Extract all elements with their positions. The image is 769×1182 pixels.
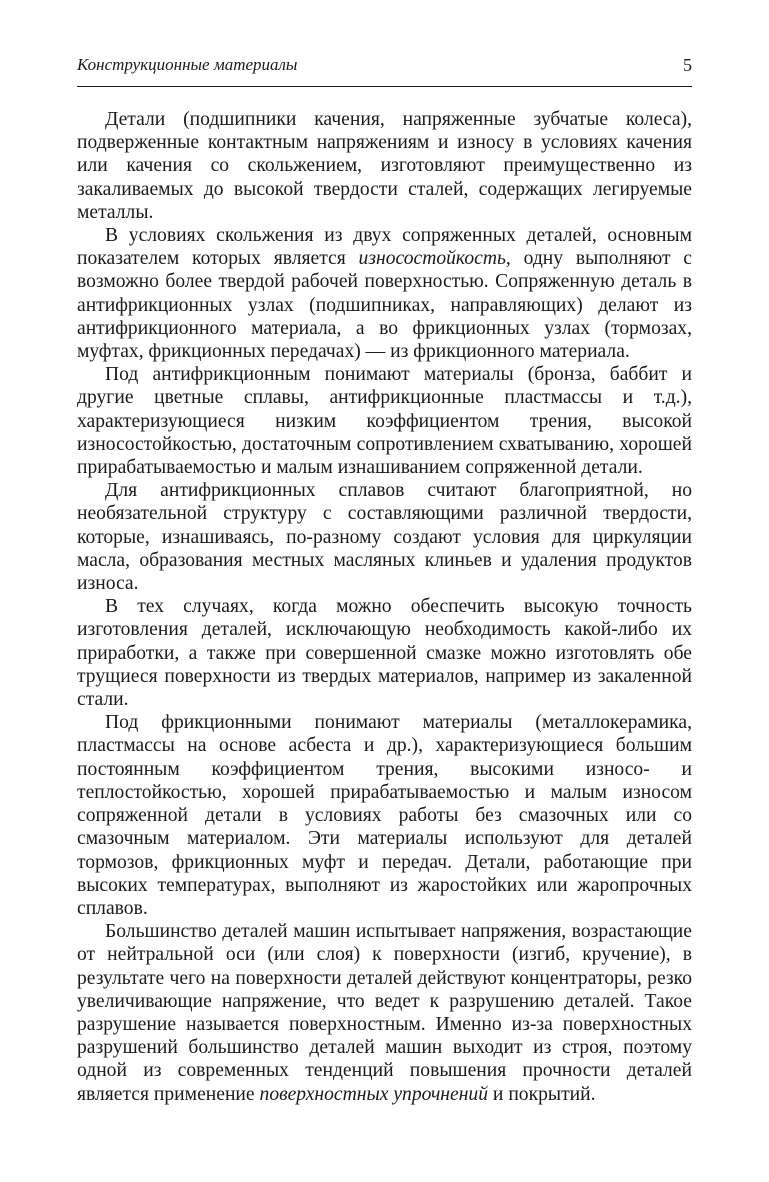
page-number: 5 xyxy=(683,55,692,75)
paragraph-5 xyxy=(77,595,692,711)
header-rule xyxy=(77,86,692,87)
paragraph-7 xyxy=(77,920,692,1106)
paragraph-text: и покрытий. xyxy=(488,1083,596,1105)
paragraph-text: В тех случаях, когда можно обеспечить высокую точность изготовления деталей, исключающую необходимость какой-либо их приработки, а также при совершенной смазке можно изготовлять обе трущиеся поверхности из твердых материалов, например из закаленной стали. xyxy=(77,596,692,711)
paragraph-text: Под фрикционными понимают материалы (металлокерамика, пластмассы на основе асбеста и др.), характеризующиеся большим постоянным коэффициентом трения, высокими износо- и теплостойкостью, хорошей прирабатываемостью и малым износом сопряженной детали в условиях работы без смазочных или со смазочным материалом. Эти материалы используют для деталей тормозов, фрикционных муфт и передач. Детали, работающие при высоких температурах, выполняют из жаростойких или жаропрочных сплавов. xyxy=(77,712,692,919)
paragraph-text: Под антифрикционным понимают материалы (бронза, баббит и другие цветные сплавы, антифрикционные пластмассы и т.д.), характеризующиеся низким коэффициентом трения, высокой износостойкостью, достаточным сопротивлением схватыванию, хорошей прирабатываемостью и малым изнашиванием сопряженной детали. xyxy=(77,364,692,479)
body-text xyxy=(77,108,692,1106)
paragraph-2 xyxy=(77,224,692,363)
running-head xyxy=(77,55,692,79)
paragraph-3 xyxy=(77,363,692,479)
paragraph-text: В условиях скольжения из двух сопряженных деталей, основным показателем которых является xyxy=(77,225,692,270)
paragraph-text: , одну выполняют с возможно более твердой рабочей поверхностью. Сопряженную деталь в антифрикционных узлах (подшипниках, направляющих) делают из антифрикционного материала, а во фрикционных узлах (тормозах, муфтах, фрикционных передачах) — из фрикционного материала. xyxy=(77,248,692,363)
paragraph-4 xyxy=(77,479,692,595)
paragraph-1 xyxy=(77,108,692,224)
running-title: Конструкционные материалы xyxy=(77,55,298,74)
paragraph-text: Большинство деталей машин испытывает напряжения, возрастающие от нейтральной оси (или слоя) к поверхности (изгиб, кручение), в результате чего на поверхности деталей действуют концентраторы, резко увеличивающие напряжение, что ведет к разрушению деталей. Такое разрушение называется поверхностным. Именно из-за поверхностных разрушений большинство деталей машин выходит из строя, поэтому одной из современных тенденций повышения прочности деталей является применение xyxy=(77,921,692,1105)
paragraph-text: Для антифрикционных сплавов считают благоприятной, но необязательной структуру с составляющими различной твердости, которые, изнашиваясь, по-разному создают условия для циркуляции масла, образования местных масляных клиньев и удаления продуктов износа. xyxy=(77,480,692,595)
paragraph-6 xyxy=(77,711,692,920)
paragraph-text: Детали (подшипники качения, напряженные зубчатые колеса), подверженные контактным напряжениям и износу в условиях качения или качения со скольжением, изготовляют преимущественно из закаливаемых до высокой твердости сталей, содержащих легируемые металлы. xyxy=(77,109,692,223)
emphasis-term: износостойкость xyxy=(358,248,506,270)
emphasis-term: поверхностных упрочнений xyxy=(259,1083,489,1105)
